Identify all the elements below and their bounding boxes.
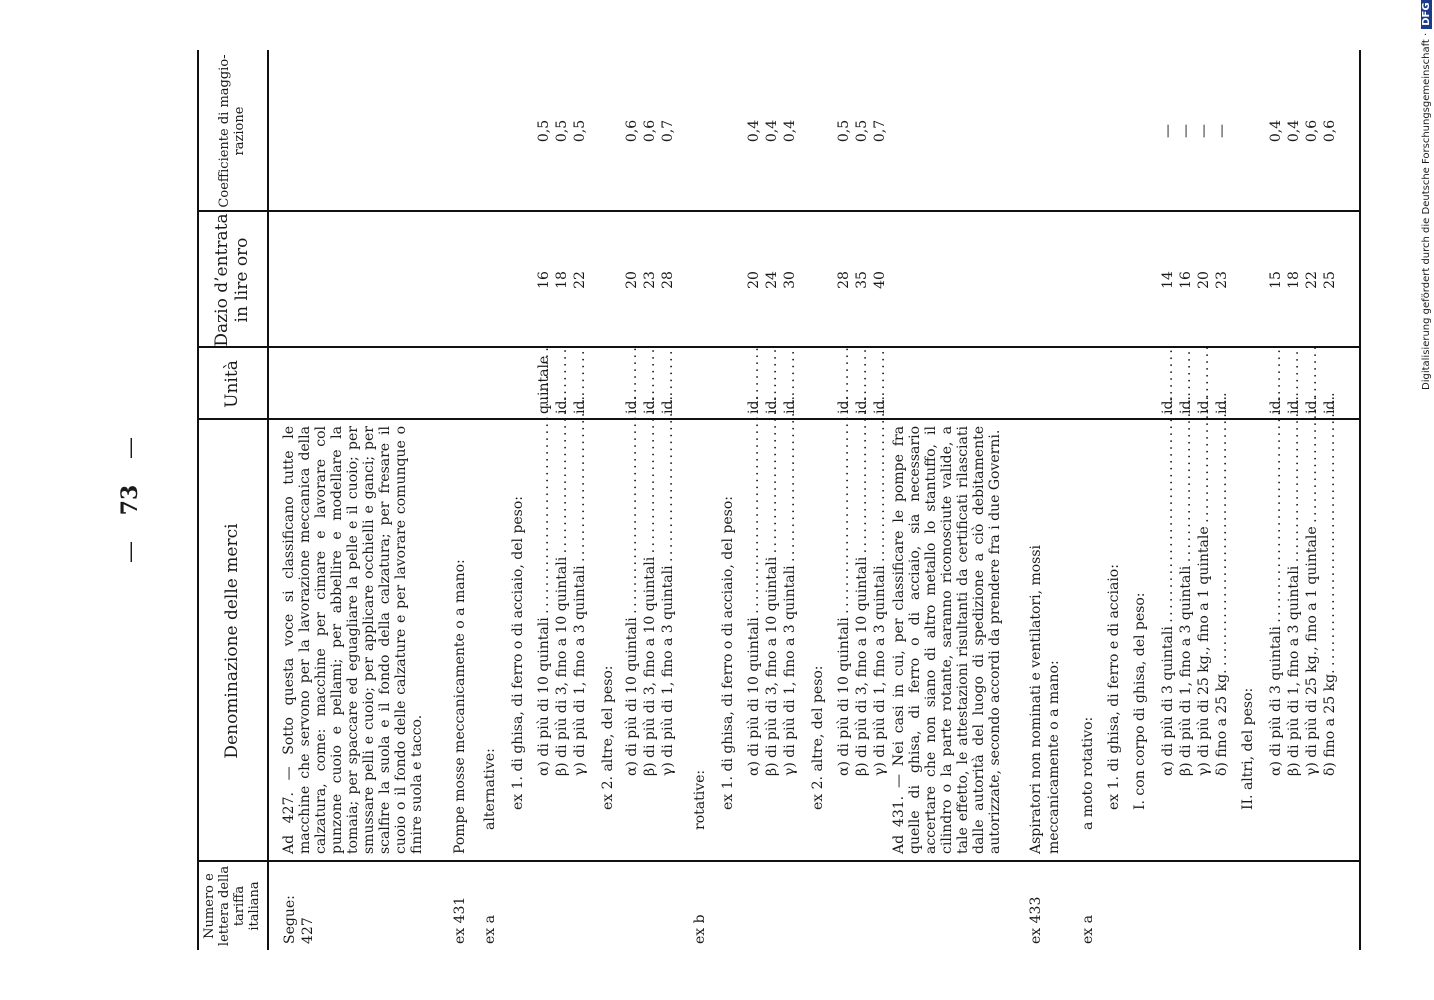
row-description: α) di più di 10 quintali . . . <box>835 348 853 854</box>
row-description: γ) di più di 1, fino a 3 quintali . . . <box>659 348 677 854</box>
row-unit: id. <box>746 396 762 414</box>
row-description: β) di più di 3, fino a 10 quintali . . . <box>763 348 781 854</box>
table-row <box>809 50 829 950</box>
row-coefficient: 0,6 <box>624 119 640 143</box>
table-row <box>719 50 739 950</box>
row-number: ex b <box>692 914 708 944</box>
row-description: β) di più di 3, fino a 10 quintali . . . <box>853 348 871 854</box>
row-coefficient: 0,4 <box>782 119 798 143</box>
row-duty: 35 <box>854 271 870 289</box>
table-row <box>623 50 641 950</box>
row-description: γ) di più di 25 kg., fino a 1 quintale . . . <box>1303 348 1321 854</box>
row-description: α) di più di 3 quintali . . . <box>1267 348 1285 854</box>
table-row <box>481 50 501 950</box>
row-unit: id. <box>1286 396 1302 414</box>
table-row <box>835 50 853 950</box>
row-unit: id. <box>1322 396 1338 414</box>
row-number: ex 431 <box>452 896 468 944</box>
table-row <box>1105 50 1125 950</box>
row-description: γ) di più di 25 kg., fino a 1 quintale . . . <box>1195 348 1213 854</box>
row-duty: 20 <box>746 271 762 289</box>
row-duty: 15 <box>1268 271 1284 289</box>
row-duty: 20 <box>624 271 640 289</box>
row-unit: id. <box>554 396 570 414</box>
row-unit: id. <box>1268 396 1284 414</box>
table-row <box>509 50 529 950</box>
rotated-page <box>117 50 1338 950</box>
row-duty: 22 <box>1304 271 1320 289</box>
row-coefficient: — <box>1178 124 1194 138</box>
header-number: Numero e lettera della tariffa italiana <box>202 865 262 947</box>
row-unit: id. <box>572 396 588 414</box>
row-coefficient: 0,4 <box>764 119 780 143</box>
row-description: a moto rotativo: <box>1080 716 1096 830</box>
row-duty: 22 <box>572 271 588 289</box>
page-header <box>117 50 177 950</box>
table-row <box>451 50 471 950</box>
credit-text: Digitalisierung gefördert durch die Deutsche Forschungsgemeinschaft · <box>1420 32 1432 390</box>
table-row <box>281 50 445 950</box>
row-description: β) di più di 3, fino a 10 quintali . . . <box>553 348 571 854</box>
row-duty: 16 <box>1178 271 1194 289</box>
row-number: ex a <box>1080 915 1096 944</box>
row-coefficient: 0,6 <box>1322 119 1338 143</box>
table-row <box>1285 50 1303 950</box>
row-duty: 40 <box>872 271 888 289</box>
row-description: γ) di più di 1, fino a 3 quintali . . . <box>571 348 589 854</box>
row-duty: 16 <box>536 271 552 289</box>
table-row <box>553 50 571 950</box>
row-description: ex 1. di ghisa, di ferro o di acciaio, del peso: <box>720 495 736 810</box>
header-dash-left: — <box>118 540 143 563</box>
row-description: ex 2. altre, del peso: <box>810 665 826 810</box>
row-description: ex 1. di ghisa, di ferro o di acciaio, del peso: <box>510 495 526 810</box>
row-description: Aspiratori non nominati e ventilatori, mossi meccanicamente o a mano: <box>1028 544 1062 854</box>
row-duty: 28 <box>836 271 852 289</box>
table-row <box>1267 50 1285 950</box>
table-row <box>1131 50 1151 950</box>
row-unit: quintale <box>536 355 552 414</box>
dfg-logo: DFG <box>1421 0 1432 29</box>
row-coefficient: 0,5 <box>536 119 552 143</box>
table-row <box>871 50 889 950</box>
row-coefficient: 0,4 <box>746 119 762 143</box>
row-unit: id. <box>872 396 888 414</box>
header-unit: Unità <box>222 360 243 408</box>
row-unit: id. <box>660 396 676 414</box>
table-row <box>1321 50 1339 950</box>
row-description: Pompe mosse meccanicamente o a mano: <box>452 559 468 854</box>
table-row <box>1303 50 1321 950</box>
header-duty: Dazio d’entrata in lire oro <box>212 213 252 347</box>
row-coefficient: 0,4 <box>1286 119 1302 143</box>
table-row <box>571 50 589 950</box>
table-row <box>535 50 553 950</box>
table-row <box>781 50 799 950</box>
row-unit: id. <box>1304 396 1320 414</box>
row-description: δ) fino a 25 kg. . . . <box>1213 348 1231 854</box>
row-unit: id. <box>836 396 852 414</box>
row-coefficient: 0,4 <box>1268 119 1284 143</box>
table-row <box>1195 50 1213 950</box>
row-duty: 30 <box>782 271 798 289</box>
row-duty: 24 <box>764 271 780 289</box>
header-dash-right: — <box>118 437 143 460</box>
row-coefficient: — <box>1196 124 1212 138</box>
row-unit: id. <box>624 396 640 414</box>
row-unit: id. <box>782 396 798 414</box>
row-duty: 18 <box>1286 271 1302 289</box>
table-row <box>1027 50 1067 950</box>
table-row <box>891 50 1019 950</box>
row-duty: 23 <box>1214 271 1230 289</box>
row-unit: id. <box>1160 396 1176 414</box>
row-description: α) di più di 10 quintali . . . <box>535 348 553 854</box>
row-unit: id. <box>1214 396 1230 414</box>
row-description: α) di più di 3 quintali . . . <box>1159 348 1177 854</box>
table-header-row <box>199 50 269 950</box>
row-description: alternative: <box>482 748 498 830</box>
row-unit: id. <box>764 396 780 414</box>
row-description: ex 1. di ghisa, di ferro e di acciaio: <box>1106 564 1122 810</box>
row-duty: 25 <box>1322 271 1338 289</box>
row-unit: id. <box>642 396 658 414</box>
row-coefficient: 0,5 <box>836 119 852 143</box>
row-description: α) di più di 10 quintali . . . <box>745 348 763 854</box>
table-row <box>1213 50 1231 950</box>
row-description: δ) fino a 25 kg. . . . <box>1321 348 1339 854</box>
table-row <box>1177 50 1195 950</box>
row-coefficient: — <box>1214 124 1230 138</box>
table-row <box>745 50 763 950</box>
table-row <box>659 50 677 950</box>
row-number: ex 433 <box>1028 896 1044 944</box>
table-row <box>1079 50 1099 950</box>
row-description: II. altri, del peso: <box>1240 687 1256 810</box>
row-description: β) di più di 1, fino a 3 quintali . . . <box>1285 348 1303 854</box>
row-duty: 14 <box>1160 271 1176 289</box>
row-duty: 18 <box>554 271 570 289</box>
row-description: β) di più di 3, fino a 10 quintali . . . <box>641 348 659 854</box>
row-coefficient: 0,7 <box>872 119 888 143</box>
row-coefficient: 0,5 <box>554 119 570 143</box>
row-coefficient: 0,6 <box>1304 119 1320 143</box>
table-row <box>1239 50 1259 950</box>
table-row <box>599 50 619 950</box>
row-number: ex a <box>482 915 498 944</box>
row-unit: id. <box>1178 396 1194 414</box>
row-description: α) di più di 10 quintali . . . <box>623 348 641 854</box>
row-coefficient: 0,5 <box>854 119 870 143</box>
row-description: I. con corpo di ghisa, del peso: <box>1132 592 1148 810</box>
row-description: γ) di più di 1, fino a 3 quintali . . . <box>781 348 799 854</box>
table-row <box>853 50 871 950</box>
table-row <box>691 50 711 950</box>
row-description: Ad 427. — Sotto questa voce si classificano tutte le macchine che servono per la lavorazione meccanica della calzatura, come: macchine per cimare e lavorare col punzone cuoio e pellami; per abbellire e modellare la tomaia; per spaccare ed eguagliare la pelle e il cuoio; per smussare pelli e cuoio; per applicare occhielli e ganci; per scalfire la suola e il fondo della calzatura; per fresare il cuoio o il fondo delle calzature e per lavorare comunque o finire suola e tacco. <box>281 426 425 854</box>
header-description: Denominazione delle merci <box>222 523 243 759</box>
row-unit: id. <box>1196 396 1212 414</box>
tariff-table <box>197 50 1361 950</box>
row-coefficient: — <box>1160 124 1176 138</box>
row-duty: 28 <box>660 271 676 289</box>
digitization-credit <box>1418 2 1434 390</box>
table-row <box>1159 50 1177 950</box>
row-unit: id. <box>854 396 870 414</box>
row-description: Ad 431. — Nei casi in cui, per classificare le pompe fra quelle di ghisa, di ferro o di acciaio, sia necessario accertare che non siano di altro metallo lo stantuffo, il cilindro o la parte rotante, saranno riconosciute valide, a tale effetto, le attestazioni risultanti da certificati rilasciati dalle autorità del luogo di spedizione a ciò debitamente autorizzate, secondo accordi da prendere fra i due Governi. <box>891 426 1003 854</box>
header-coefficient: Coefficiente di maggio- razione <box>217 54 247 208</box>
page-number: 73 <box>117 484 143 516</box>
row-coefficient: 0,6 <box>642 119 658 143</box>
row-duty: 23 <box>642 271 658 289</box>
row-description: β) di più di 1, fino a 3 quintali . . . <box>1177 348 1195 854</box>
row-description: γ) di più di 1, fino a 3 quintali . . . <box>871 348 889 854</box>
table-row <box>641 50 659 950</box>
row-description: ex 2. altre, del peso: <box>600 665 616 810</box>
row-duty: 20 <box>1196 271 1212 289</box>
row-coefficient: 0,7 <box>660 119 676 143</box>
row-description: rotative: <box>692 769 708 830</box>
row-coefficient: 0,5 <box>572 119 588 143</box>
table-row <box>763 50 781 950</box>
row-number: Segue: 427 <box>282 895 316 944</box>
